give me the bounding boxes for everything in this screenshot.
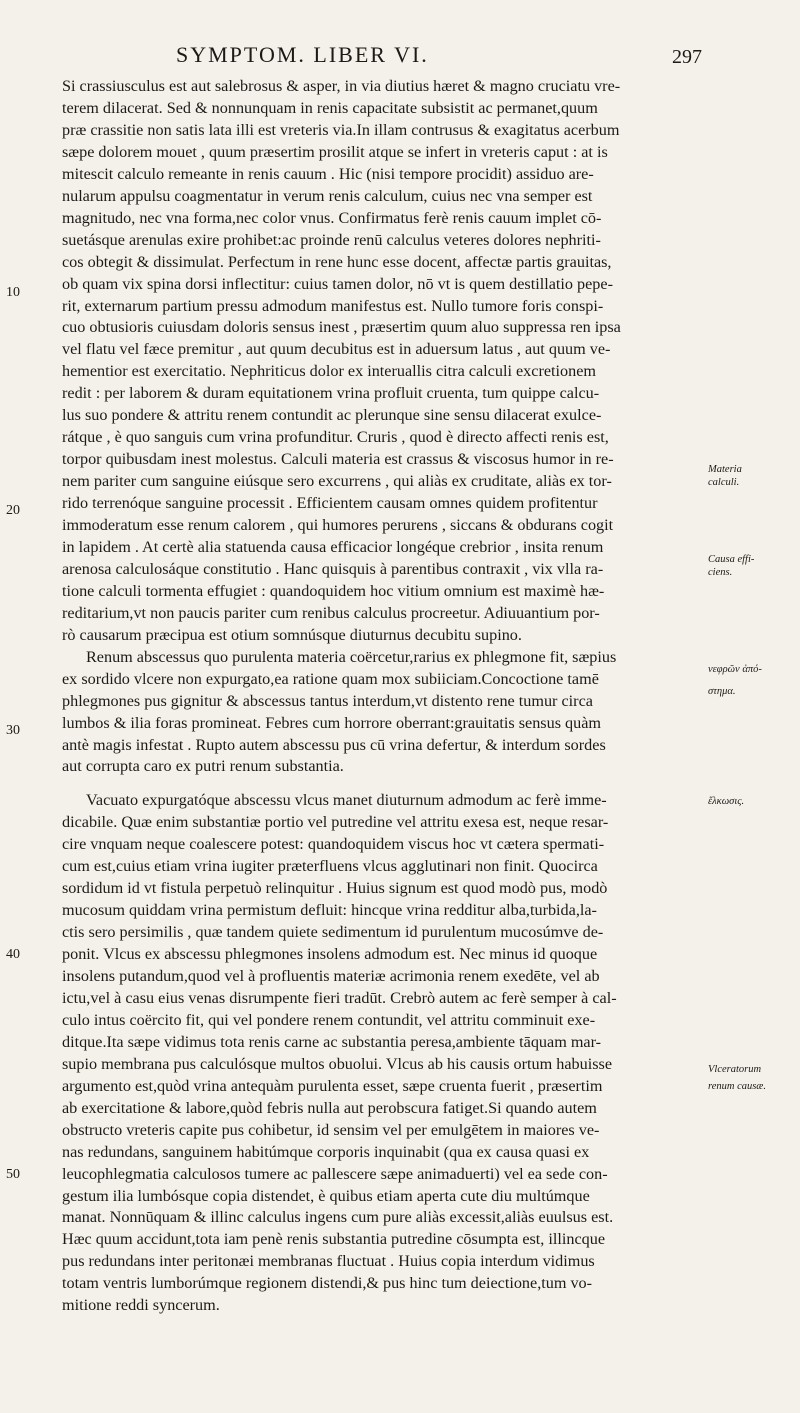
margin-note-ciens: ciens. — [708, 567, 733, 578]
text-line: argumento est,quòd vrina antequàm purulenta esset, sæpe cruenta fuerit , præsertim — [62, 1077, 603, 1095]
text-line: pus redundans inter peritonæi membranas fluctuat . Huius copia interdum vidimus — [62, 1252, 595, 1270]
text-line: magnitudo, nec vna forma,nec color vnus. Confirmatus ferè renis cauum implet cō- — [62, 209, 602, 227]
text-line: nularum appulsu coagmentatur in verum renis calculum, cuius nec vna semper est — [62, 187, 593, 205]
margin-note-renum: renum causæ. — [708, 1081, 766, 1092]
margin-note-vlceratorum: Vlceratorum — [708, 1064, 762, 1075]
text-line: rátque , è quo sanguis cum vrina profunditur. Cruris , quod è directo affecti renis est, — [62, 428, 609, 446]
margin-note-greek-1: νεφρῶν ἀπό- — [708, 664, 762, 675]
text-line: cuo obtusioris cuiusdam doloris sensus inest , præsertim quum aluo suppressa ren ipsa — [62, 318, 621, 336]
running-title: SYMPTOM. LIBER VI. — [176, 42, 429, 67]
margin-note-causa: Causa effi- — [708, 554, 755, 565]
text-line: culo intus coërcito fit, qui vel pondere renem contundit, vel attritu comminuit exe- — [62, 1011, 596, 1029]
text-line: tione calculi tormenta effugiet : quandoquidem hoc vitium omnium est maximè hæ- — [62, 582, 605, 600]
margin-note-calculi: calculi. — [708, 477, 740, 488]
text-line: gestum ilia lumbósque copia distendet, è quibus etiam aperta cute diu multúmque — [62, 1187, 590, 1205]
text-line: sordidum id vt fistula perpetuò relinquitur . Huius signum est quod modò pus, modò — [62, 879, 608, 897]
text-line: antè magis infestat . Rupto autem abscessu pus cū vrina defertur, & interdum sordes — [62, 736, 606, 754]
text-line: manat. Nonnūquam & illinc calculus ingens cum pure aliàs excessit,aliàs euulsus est. — [62, 1208, 614, 1226]
text-line: Si crassiusculus est aut salebrosus & asper, in via diutius hæret & magno cruciatu vre- — [62, 77, 621, 95]
text-line: nas redundans, sanguinem habitúmque corporis inquinabit (qua ex causa quasi ex — [62, 1143, 590, 1161]
text-line: obstructo vreteris capite pus cohibetur, id sensim vel per emulgētem in maiores ve- — [62, 1121, 600, 1139]
text-line: torpor quibusdam inest molestus. Calculi materia est crassus & viscosus humor in re- — [62, 450, 614, 468]
text-line: ctis sero persimilis , quæ tandem quiete sedimentum id purulentum mucosúmve de- — [62, 923, 604, 941]
text-line: terem dilacerat. Sed & nonnunquam in renis capacitate subsistit ac permanet,quum — [62, 99, 598, 117]
text-line: lus suo pondere & attritu renem contundit ac plerunque sine sensu dilacerat exulce- — [62, 406, 602, 424]
text-line: insolens putandum,quod vel à profluentis materiæ acrimonia renem exedēte, vel ab — [62, 967, 600, 985]
line-number-40: 40 — [6, 947, 20, 962]
text-line: ex sordido vlcere non expurgato,ea ratione quam mox subiiciam.Concoctione tamē — [62, 670, 599, 688]
page-header — [0, 42, 800, 72]
line-number-50: 50 — [6, 1167, 20, 1182]
text-line: ictu,vel à casu eius venas disrumpente fieri tradūt. Crebrò autem ac ferè semper à cal- — [62, 989, 617, 1007]
text-line: dicabile. Quæ enim substantiæ portio vel putredine vel attritu exesa est, neque resar- — [62, 813, 609, 831]
text-line: præ crassitie non satis lata illi est vreteris via.In illam contrusus & exagitatus acerbum — [62, 121, 620, 139]
text-line: rido terrenóque sanguine processit . Efficientem causam omnes quidem profitentur — [62, 494, 598, 512]
text-line: Hæc quum accidunt,tota iam penè renis substantia putredine cōsumpta est, illincque — [62, 1230, 606, 1248]
text-line: Vacuato expurgatóque abscessu vlcus manet diuturnum admodum ac ferè imme- — [86, 791, 607, 809]
line-number-20: 20 — [6, 503, 20, 518]
text-line: lumbos & ilia foras promineat. Febres cum horrore oberrant:grauitatis sensus quàm — [62, 714, 602, 732]
page-number: 297 — [672, 46, 702, 68]
text-line: reditarium,vt non paucis pariter cum renibus calculus procreetur. Adiuuantium por- — [62, 604, 600, 622]
text-line: mucosum quiddam vrina permistum defluit: hincque vrina redditur alba,turbida,la- — [62, 901, 597, 919]
text-line: cum est,cuius etiam vrina iugiter præterfluens vlcus agglutinari non finit. Quocirca — [62, 857, 598, 875]
text-line: Renum abscessus quo purulenta materia coërcetur,rarius ex phlegmone fit, sæpius — [86, 648, 617, 666]
text-line: cos obtegit & dissimulat. Perfectum in rene hunc esse docent, affectæ partis grauitas, — [62, 253, 612, 271]
line-number-30: 30 — [6, 723, 20, 738]
text-line: suetásque arenulas exire prohibet:ac proinde renū calculus veteres dolores nephriti- — [62, 231, 601, 249]
text-line: redit : per laborem & duram equitationem vrina profluit cruenta, tum quippe calcu- — [62, 384, 600, 402]
text-line: ponit. Vlcus ex abscessu phlegmones insolens admodum est. Nec minus id quoque — [62, 945, 598, 963]
text-line: rit, externarum partium pressu admodum manifestus est. Nullo tumore foris conspi- — [62, 297, 604, 315]
text-line: immoderatum esse renum calorem , qui humores perurens , siccans & obdurans cogit — [62, 516, 614, 534]
text-line: totam ventris lumborúmque regionem distendi,& pus hinc tum deiectione,tum vo- — [62, 1274, 593, 1292]
text-line: ab exercitatione & labore,quòd febris nulla aut perobscura fatiget.Si quando autem — [62, 1099, 597, 1117]
text-line: vel flatu vel fæce premitur , aut quum decubitus est in aduersum latus , aut quum ve- — [62, 340, 611, 358]
text-line: sæpe dolorem mouet , quum præsertim prosilit atque se infert in vreteris caput : at is — [62, 143, 608, 161]
line-number-10: 10 — [6, 285, 20, 300]
text-line: supio membrana pus calculósque multos obuolui. Vlcus ab his causis ortum habuisse — [62, 1055, 613, 1073]
margin-note-materia: Materia — [708, 464, 742, 475]
text-line: rò causarum præcipua est otium somnúsque diuturnus decubitu supino. — [62, 626, 522, 644]
margin-note-greek-2: στημα. — [708, 686, 736, 697]
text-line: leucophlegmatia calculosos tumere ac pallescere sæpe animaduerti) vel ea sede con- — [62, 1165, 608, 1183]
text-line: mitione reddi syncerum. — [62, 1296, 220, 1314]
text-line: cire vnquam neque coalescere potest: quandoquidem viscus hoc vt cætera spermati- — [62, 835, 605, 853]
text-line: hementior est exercitatio. Nephriticus dolor ex interuallis citra calculi excretionem — [62, 362, 596, 380]
margin-note-greek-3: ἕλκωσις. — [708, 796, 745, 807]
text-line: ditque.Ita sæpe vidimus tota renis carne ac substantia peresa,ambiente tāquam mar- — [62, 1033, 602, 1051]
text-line: aut corrupta caro ex putri renum substantia. — [62, 757, 344, 775]
text-line: ob quam vix spina dorsi inflectitur: cuius tamen dolor, nō vt is quem destillatio pepe- — [62, 275, 613, 293]
text-line: nem pariter cum sanguine eiúsque sero excurrens , qui aliàs ex cruditate, aliàs ex tor- — [62, 472, 612, 490]
text-line: arenosa calculosáque constitutio . Hanc quisquis à parentibus contraxit , vix vlla ra- — [62, 560, 604, 578]
text-line: in lapidem . At certè alia statuenda causa efficacior longéque crebrior , insita renum — [62, 538, 604, 556]
text-line: mitescit calculo remeante in renis cauum . Hic (nisi tempore procidit) assiduo are- — [62, 165, 594, 183]
text-line: phlegmones pus gignitur & abscessus tantus interdum,vt distento rene tumur circa — [62, 692, 593, 710]
